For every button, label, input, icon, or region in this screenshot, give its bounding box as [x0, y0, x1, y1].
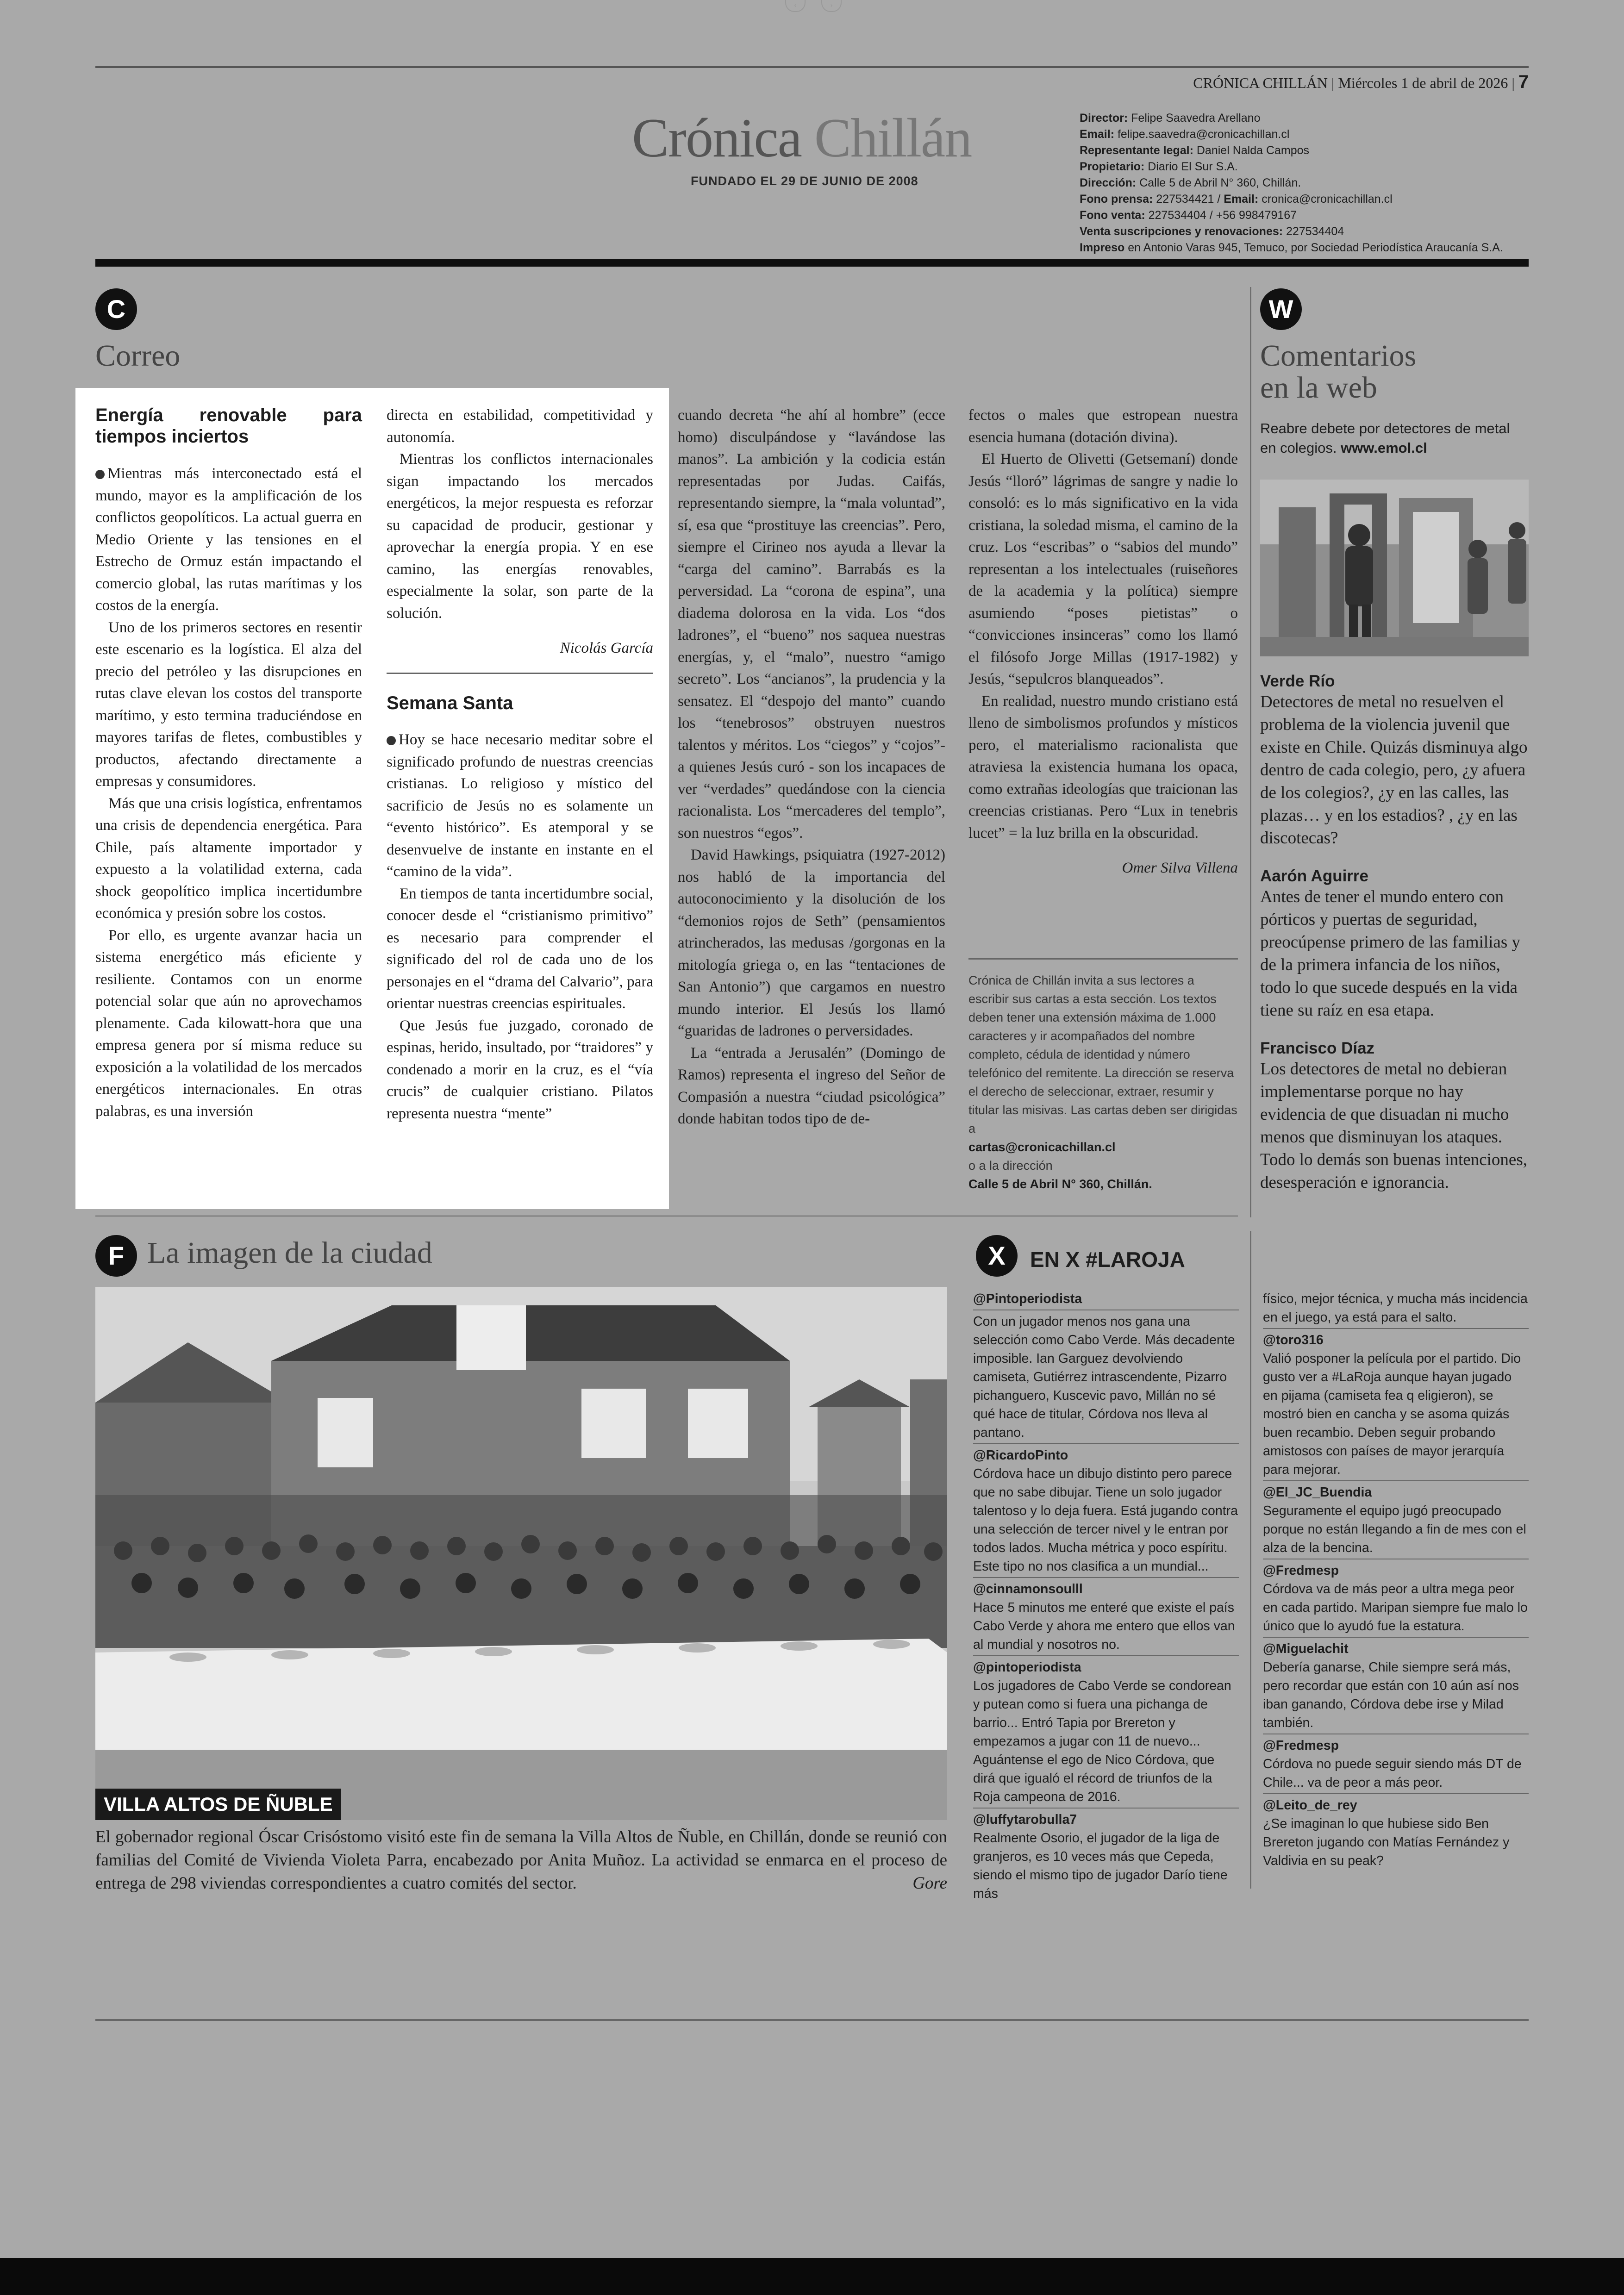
web-section-title — [1260, 340, 1416, 404]
post-divider — [1263, 1328, 1529, 1329]
letter1-signature: Nicolás García — [560, 640, 653, 656]
letter2-paragraph: La “entrada a Jerusalén” (Domingo de Ramos) representa el ingreso del Señor de Compasión a nuestra “ciudad psicológica” donde habitan todos tipo de de- — [678, 1044, 945, 1127]
x-post-text: Córdova no puede seguir siendo más DT de Chile... va de peor a más peor. — [1263, 1757, 1522, 1790]
folio-date: Miércoles 1 de abril de 2026 — [1338, 75, 1508, 91]
imagen-section-title: La imagen de la ciudad — [147, 1236, 432, 1270]
folio: CRÓNICA CHILLÁN | Miércoles 1 de abril de 2026 | 7 — [1193, 72, 1529, 92]
web-intro — [1260, 419, 1529, 458]
notice-address: Calle 5 de Abril N° 360, Chillán. — [968, 1177, 1152, 1191]
letter2-column-3 — [678, 405, 945, 1130]
city-photo — [95, 1287, 947, 1820]
correo-badge: C — [95, 288, 137, 330]
letter1-paragraph: Por ello, es urgente avanzar hacia un sistema energético más eficiente y resiliente. Contamos con un enorme potencial solar que aún no aprovechamos plenamente. Cada kilowatt-hora que una empresa genera por sí misma reduce su exposición a la volatilidad de los mercados energéticos internacionales. En otras palabras, es una inversión — [95, 927, 362, 1120]
x-handle[interactable]: @cinnamonsoulll — [973, 1582, 1083, 1597]
imagen-badge: F — [95, 1235, 137, 1277]
x-handle[interactable]: @Leito_de_rey — [1263, 1798, 1357, 1813]
x-logo-icon: X — [976, 1235, 1018, 1277]
x-post-text: Los jugadores de Cabo Verde se condorean y putean como si fuera una pichanga de barrio... Entró Tapia por Brereton y empezamos a jugar con 11 de nuevo... Aguántense el ego de Nico Córdova, que dirá que igualó el récord de triunfos de la Roja campeona de 2016. — [973, 1678, 1231, 1804]
letter1-paragraph: Mientras más interconectado está el mundo, mayor es la amplificación de los conflictos geopolíticos. La actual guerra en Medio Oriente y las tensiones en el Estrecho de Ormuz están impactando el comercio global, las rutas marítimas y los costos de la energía. — [95, 465, 362, 614]
x-post-text: Debería ganarse, Chile siempre será más, pero recordar que están con 10 aún así nos iban ganando, Córdova debe irse y Milad también. — [1263, 1660, 1519, 1730]
post-divider — [973, 1655, 1239, 1656]
post-divider — [973, 1577, 1239, 1578]
letter1-headline: Energía renovable para tiempos inciertos — [95, 405, 362, 447]
page-number: 7 — [1518, 72, 1529, 92]
staff-line: Propietario: Diario El Sur S.A. — [1080, 160, 1238, 173]
x-post-text: Realmente Osorio, el jugador de la liga de granjeros, es 10 veces más que Cepeda, siendo el mismo tipo de jugador Darío tiene más — [973, 1831, 1228, 1901]
x-handle[interactable]: @Fredmesp — [1263, 1738, 1339, 1753]
x-post-text: Córdova va de más peor a ultra mega peor en cada partido. Maripan siempre fue malo lo único que lo ayudó fue la estatura. — [1263, 1582, 1528, 1634]
photo-credit: Gore — [912, 1874, 947, 1893]
letter1-paragraph: Mientras los conflictos internacionales sigan impactando los mercados energéticos, la mejor respuesta es reforzar su capacidad de producir, gestionar y aprovechar la energía propia. Y en ese camino, las energías renovables, especialmente la solar, son parte de la solución. — [387, 451, 653, 622]
correo-section-title: Correo — [95, 339, 181, 373]
comment-text: Los detectores de metal no debieran implementarse porque no hay evidencia de que disuadan ni mucho menos que disminuyan los ataques. Todo lo demás son buenas intenciones, desesperación e ignorancia. — [1260, 1060, 1527, 1192]
staff-box — [1080, 110, 1538, 256]
letter2-paragraph: Hoy se hace necesario meditar sobre el significado profundo de nuestras creencias cristianas. Lo religioso y místico del sacrificio de Jesús no es solamente un “evento histórico”. Es atemporal y se desenvuelve de instante en instante en el “camino de la vida”. — [387, 731, 653, 880]
x-post-text: Con un jugador menos nos gana una selección como Cabo Verde. Más decadente imposible. Ian Garguez devolviendo camiseta, Gutiérrez intrascendente, Pizarro pichanguero, Kuscevic pavo, Millán no sé qué hace de titular, Córdova nos lleva al pantano. — [973, 1314, 1235, 1440]
folio-paper: CRÓNICA CHILLÁN — [1193, 75, 1328, 91]
comment-text: Detectores de metal no resuelven el problema de la violencia juvenil que existe en Chile. Quizás disminuya algo dentro de cada colegio, pero, ¿y afuera de los colegios?, ¿y en las calles, las plazas… y en los estadios? , ¿y en las discotecas? — [1260, 692, 1528, 848]
x-section-title: EN X #LAROJA — [1030, 1247, 1185, 1272]
post-divider — [1263, 1637, 1529, 1638]
notice-or: o a la dirección — [968, 1159, 1053, 1172]
web-intro-text: Reabre debete por detectores de metal en colegios. — [1260, 420, 1510, 456]
masthead-name-b: Chillán — [814, 107, 972, 168]
staff-line: Fono venta: 227534404 / +56 998479167 — [1080, 209, 1297, 222]
photo-label: VILLA ALTOS DE ÑUBLE — [95, 1789, 341, 1820]
letter1-paragraph: Uno de los primeros sectores en resentir este escenario es la logística. El alza del precio del petróleo y las disrupciones en rutas clave elevan los costos del transporte marítimo, y esto termina traduciéndose en mayores tarifas de fletes, combustibles y productos, afectando directamente a empresas y consumidores. — [95, 619, 362, 790]
x-posts-column-1 — [973, 1290, 1239, 1903]
letter1-paragraph: Más que una crisis logística, enfrentamos una crisis de dependencia energética. Para Chile, país altamente importador y expuesto a la volatilidad externa, cada shock geopolítico implica incertidumbre económica y presión sobre los costos. — [95, 795, 362, 922]
x-posts-column-2 — [1263, 1290, 1529, 1870]
bullet-icon — [387, 736, 396, 745]
staff-line: Director: Felipe Saavedra Arellano — [1080, 112, 1261, 125]
post-divider — [973, 1443, 1239, 1444]
x-handle[interactable]: @Fredmesp — [1263, 1563, 1339, 1578]
x-post-text: Hace 5 minutos me enteré que existe el país Cabo Verde y ahora me entero que ellos van al mundial y nosotros no. — [973, 1600, 1235, 1652]
web-comment — [1260, 1039, 1529, 1194]
viewer-bottom-bar — [0, 2258, 1624, 2295]
letter2-paragraph: fectos o males que estropean nuestra esencia humana (dotación divina). — [968, 407, 1238, 446]
comment-author: Francisco Díaz — [1260, 1039, 1375, 1057]
x-post-text: Valió posponer la película por el partido. Dio gusto ver a #LaRoja aunque hayan jugado en pijama (camiseta fea q eligieron), se mostró bien en cancha y se asoma quizás buen recambio. Deben seguir probando amistosos con países de mayor jerarquía para mejorar. — [1263, 1351, 1521, 1477]
comment-text: Antes de tener el mundo entero con pórticos y puertas de seguridad, preocúpense primero de las familias y de la primera infancia de los niños, todo lo que sucede después en la vida tiene su raíz en esa etapa. — [1260, 887, 1520, 1020]
staff-line: Impreso en Antonio Varas 945, Temuco, por Sociedad Periodística Araucanía S.A. — [1080, 241, 1503, 254]
web-comments — [1260, 672, 1529, 1194]
next-page-icon[interactable]: › — [821, 0, 842, 12]
staff-line: Email: felipe.saavedra@cronicachillan.cl — [1080, 128, 1290, 141]
post-divider — [973, 1808, 1239, 1809]
letter2-paragraph: David Hawkings, psiquiatra (1927-2012) nos habló de la importancia del autoconocimiento y la disolución de los “demonios rojos de Seth” (pensamientos atrincherados, las medusas /gorgonas en la mitología griega o, en las “tentaciones de San Antonio”) que cargamos en nuestro mundo interior. El Jesús los llamó “guaridas de ladrones o perversidades. — [678, 847, 945, 1039]
letter2-signature: Omer Silva Villena — [1122, 860, 1238, 876]
post-divider — [1263, 1480, 1529, 1481]
top-rule — [95, 66, 1529, 68]
column-rule — [1250, 1231, 1251, 1889]
masthead-logo — [632, 107, 972, 168]
x-post-text: Córdova hace un dibujo distinto pero parece que no sabe dibujar. Tiene un solo jugador talentoso y lo deja fuera. Está jugando contra una selección de tercer nivel y le entran por todos lados. Mucha métrica y poco espíritu. Este tipo no nos clasifica a un mundial... — [973, 1466, 1238, 1574]
bullet-icon — [95, 470, 105, 479]
header-thick-rule — [95, 259, 1529, 267]
masthead-name-a: Crónica — [632, 107, 801, 168]
notice-email[interactable]: cartas@cronicachillan.cl — [968, 1140, 1116, 1154]
staff-line: Dirección: Calle 5 de Abril N° 360, Chillán. — [1080, 176, 1301, 189]
letter2-paragraph: Que Jesús fue juzgado, coronado de espinas, herido, insultado, por “traidores” y condenado a morir en la cruz, es el “vía crucis” de cualquier cristiano. Pilatos representa nuestra “mente” — [387, 1017, 653, 1122]
letters-notice — [968, 971, 1238, 1193]
web-comment — [1260, 672, 1529, 849]
comment-author: Verde Río — [1260, 672, 1335, 690]
letter2-paragraph: En tiempos de tanta incertidumbre social, conocer desde el “cristianismo primitivo” es necesario para comprender el significado del rol de cada uno de los personajes en el “drama del Calvario”, para orientar nuestras creencias espirituales. — [387, 885, 653, 1012]
notice-text: Crónica de Chillán invita a sus lectores a escribir sus cartas a esta sección. Los textos deben tener una extensión máxima de 1.000 caracteres y ir acompañados del nombre completo, cédula de identidad y número telefónico del remitente. La dirección se reserva el derecho de seleccionar, extraer, resumir y titular las misivas. Las cartas deben ser dirigidas a — [968, 973, 1237, 1135]
letter1-column-1 — [95, 405, 362, 1123]
x-handle[interactable]: @pintoperiodista — [973, 1660, 1081, 1675]
bottom-rule — [95, 2019, 1529, 2021]
x-handle[interactable]: @Pintoperiodista — [973, 1291, 1082, 1306]
x-post-text: Seguramente el equipo jugó preocupado porque no están llegando a fin de mes con el alza de la bencina. — [1263, 1503, 1526, 1555]
photo-caption — [95, 1826, 947, 1895]
x-handle[interactable]: @RicardoPinto — [973, 1448, 1068, 1463]
web-title-line: en la web — [1260, 371, 1377, 405]
web-site-link[interactable]: www.emol.cl — [1341, 440, 1427, 456]
web-title-line: Comentarios — [1260, 339, 1417, 373]
metal-detector-photo — [1260, 480, 1529, 656]
x-post-text: ¿Se imaginan lo que hubiese sido Ben Brereton jugando con Matías Fernández y Valdivia en su peak? — [1263, 1816, 1510, 1868]
letter2-headline: Semana Santa — [387, 692, 513, 713]
staff-line: Fono prensa: 227534421 / Email: cronica@cronicachillan.cl — [1080, 193, 1393, 206]
previous-page-icon[interactable]: ‹ — [785, 0, 806, 12]
caption-text: El gobernador regional Óscar Crisóstomo visitó este fin de semana la Villa Altos de Ñuble, en Chillán, donde se reunió con familias del Comité de Vivienda Violeta Parra, encabezado por Anita Muñoz. La actividad se enmarca en el proceso de entrega de 298 viviendas correspondientes a cuatro comités del sector. — [95, 1827, 947, 1893]
staff-line: Venta suscripciones y renovaciones: 227534404 — [1080, 225, 1344, 238]
letter-column-2 — [387, 405, 653, 1125]
post-divider — [1263, 1793, 1529, 1794]
x-handle[interactable]: @Miguelachit — [1263, 1641, 1349, 1656]
column-rule — [1250, 287, 1251, 1217]
x-handle[interactable]: @toro316 — [1263, 1333, 1324, 1347]
letter2-paragraph: En realidad, nuestro mundo cristiano está lleno de simbolismos profundos y místicos pero, el materialismo racionalista que atraviesa la existencia humana los opaca, como extrañas ideologías que traicionan las creencias cristianas. Pero “Lux in tenebris lucet” = la luz brilla en la obscuridad. — [968, 692, 1238, 842]
letter1-paragraph: directa en estabilidad, competitividad y autonomía. — [387, 407, 653, 446]
notice-divider — [968, 958, 1238, 960]
x-handle[interactable]: @luffytarobulla7 — [973, 1812, 1077, 1827]
founded-date: FUNDADO EL 29 DE JUNIO DE 2008 — [691, 174, 918, 188]
letter2-paragraph: El Huerto de Olivetti (Getsemaní) donde Jesús “lloró” lágrimas de sangre y nadie lo consoló: es lo más significativo en la vida cristiana, la soledad misma, el camino de la cruz. Los “escribas” o “sabios del mundo” representan a los intelectuales (ruiseñores de la academia y la política) siempre asumiendo “poses pietistas” o “convicciones insinceras” como los llamó el filósofo Jorge Millas (1917-1982) y Jesús, “sepulcros blanqueados”. — [968, 451, 1238, 687]
x-handle[interactable]: @El_JC_Buendia — [1263, 1485, 1372, 1500]
x-post-text: físico, mejor técnica, y mucha más incidencia en el juego, ya está para el salto. — [1263, 1291, 1528, 1325]
comment-author: Aarón Aguirre — [1260, 867, 1369, 885]
staff-line: Representante legal: Daniel Nalda Campos — [1080, 144, 1310, 157]
letter2-paragraph: cuando decreta “he ahí al hombre” (ecce homo) disculpándose y “lavándose las manos”. La ambición y la codicia están representadas por Judas. Caifás, representando siempre, la “mala voluntad”, sí, esa que “prostituye las creencias”. Pero, siempre el Cirineo nos ayuda a llevar la “carga del camino”. Barrabás es la perversidad. La “corona de espina”, una diadema dolorosa en la vida. Los “dos ladrones”, el “bueno” nos saquea nuestras energías, y, el “malo”, nuestro “amigo secreto”. Los “ancianos”, la prudencia y la sensatez. El “despojo del manto” cuando los “tenebrosos” obstruyen nuestros talentos y méritos. Los “ciegos” y “cojos”- a quienes Jesús curó - son los incapaces de ver “verdades” quedándose con la ciencia racionalista. Los “mercaderes del templo”, son nuestros “egos”. — [678, 407, 945, 842]
web-comment — [1260, 867, 1529, 1022]
web-badge: W — [1260, 288, 1302, 330]
letter2-column-4 — [968, 405, 1238, 879]
